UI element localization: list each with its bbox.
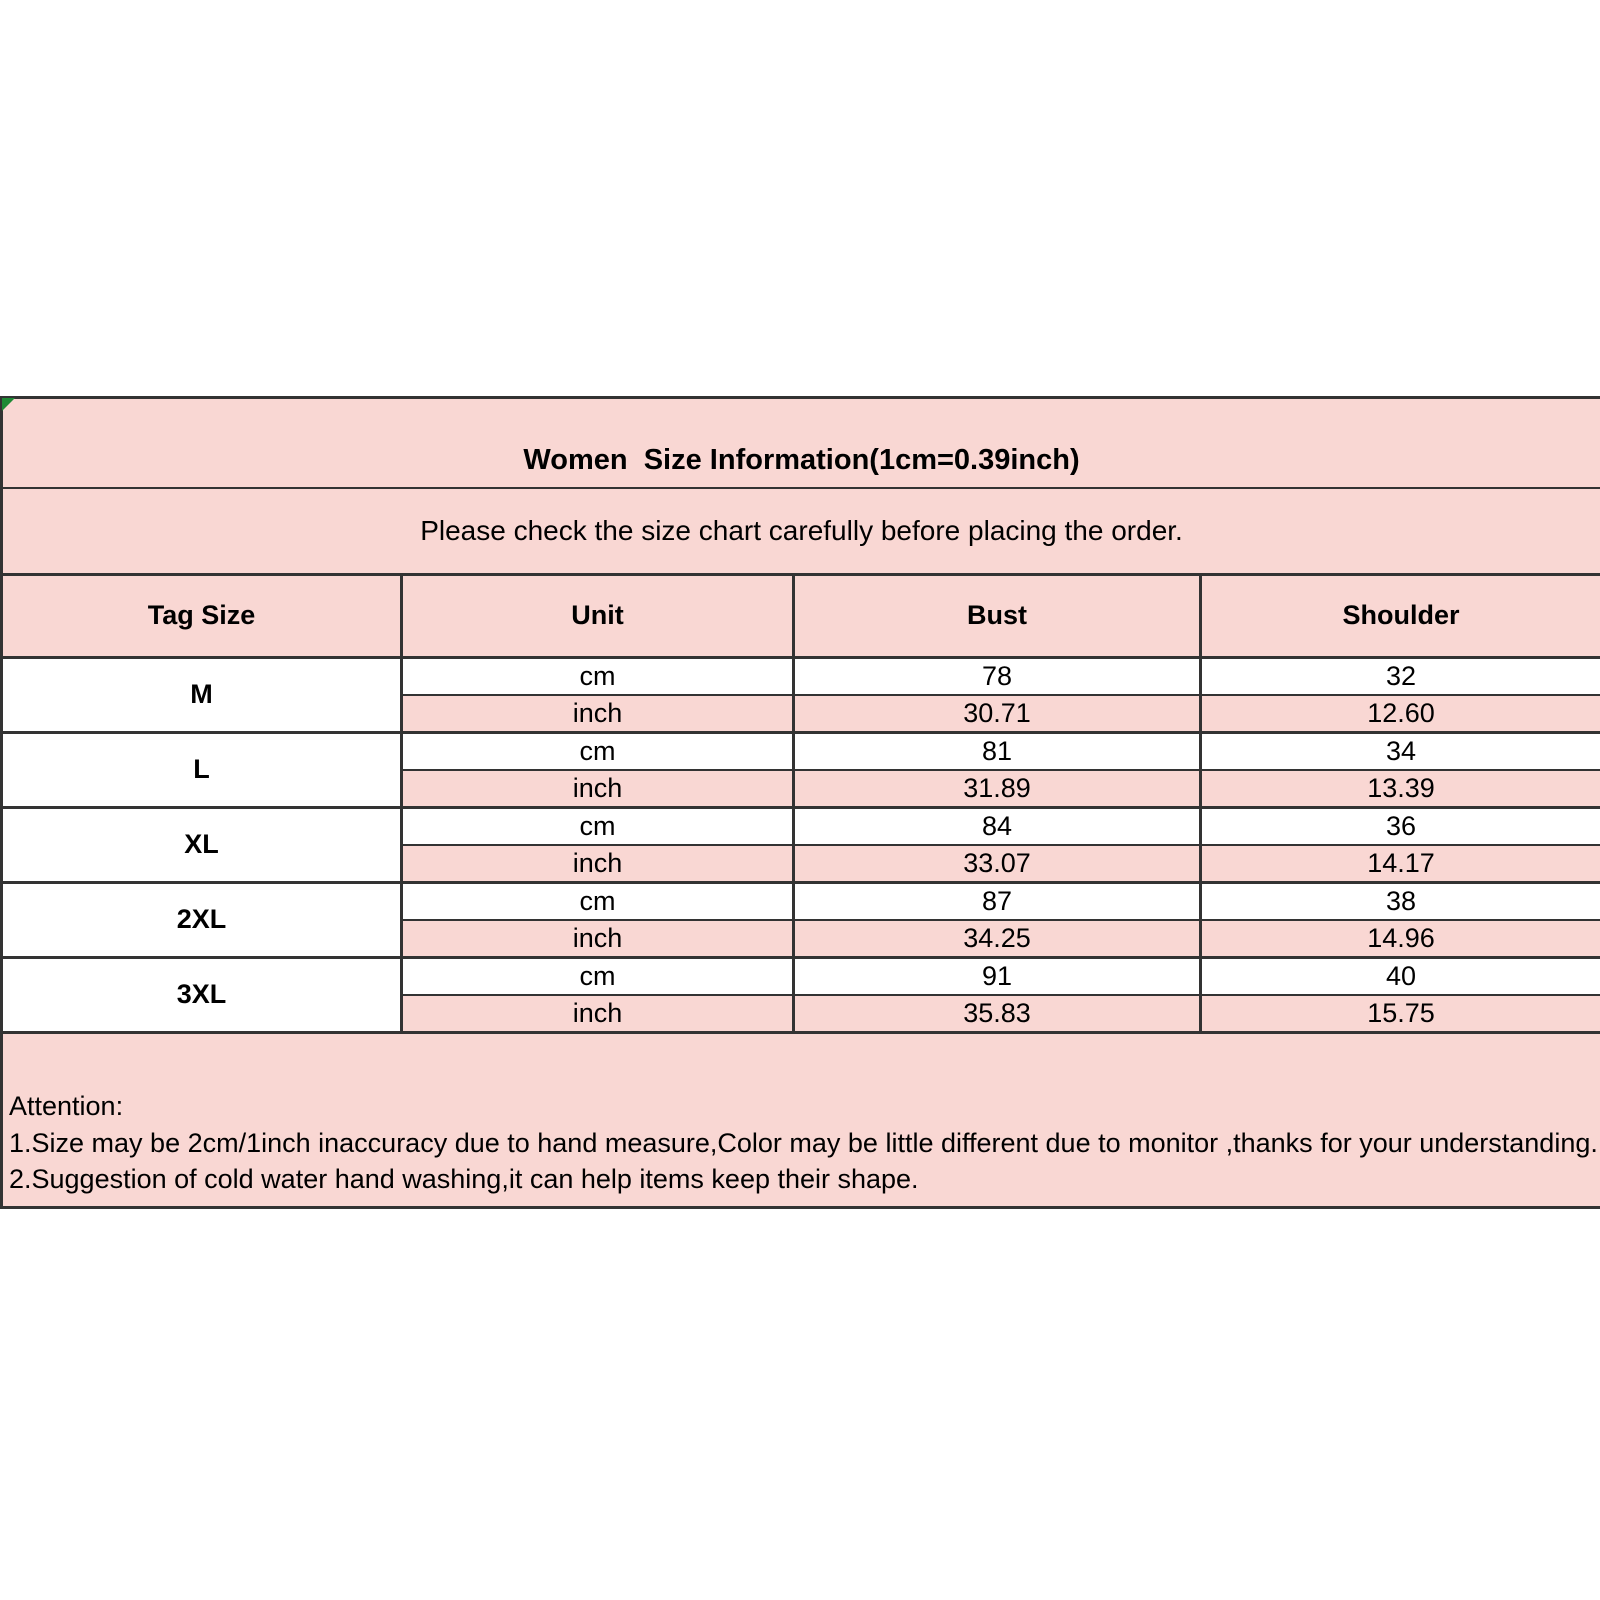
unit-label: cm [402, 808, 794, 846]
column-header-shoulder: Shoulder [1201, 575, 1600, 658]
tag-size-2xl: 2XL [2, 883, 402, 958]
table-row [2, 958, 1600, 996]
shoulder-value: 14.17 [1201, 845, 1600, 883]
table-row [2, 733, 1600, 771]
bust-value: 35.83 [794, 995, 1201, 1033]
unit-label: inch [402, 845, 794, 883]
excel-corner-marker-icon [2, 398, 15, 411]
chart-title: Women Size Information(1cm=0.39inch) [2, 398, 1600, 489]
shoulder-value: 12.60 [1201, 695, 1600, 733]
shoulder-value: 32 [1201, 658, 1600, 696]
shoulder-value: 36 [1201, 808, 1600, 846]
bust-value: 33.07 [794, 845, 1201, 883]
table-row [2, 658, 1600, 696]
unit-label: inch [402, 695, 794, 733]
unit-label: cm [402, 733, 794, 771]
bust-value: 30.71 [794, 695, 1201, 733]
shoulder-value: 13.39 [1201, 770, 1600, 808]
tag-size-3xl: 3XL [2, 958, 402, 1033]
attention-note-2: 2.Suggestion of cold water hand washing,it can help items keep their shape. [9, 1164, 919, 1195]
unit-label: inch [402, 770, 794, 808]
bust-value: 78 [794, 658, 1201, 696]
size-chart-table [0, 396, 1600, 1209]
attention-note-1: 1.Size may be 2cm/1inch inaccuracy due to hand measure,Color may be little different due to monitor ,thanks for your understanding. [9, 1127, 1598, 1158]
column-header-unit: Unit [402, 575, 794, 658]
column-header-tag-size: Tag Size [2, 575, 402, 658]
shoulder-value: 14.96 [1201, 920, 1600, 958]
table-row [2, 883, 1600, 921]
table-row [2, 808, 1600, 846]
unit-label: cm [402, 658, 794, 696]
bust-value: 81 [794, 733, 1201, 771]
bust-value: 31.89 [794, 770, 1201, 808]
tag-size-xl: XL [2, 808, 402, 883]
bust-value: 84 [794, 808, 1201, 846]
unit-label: inch [402, 920, 794, 958]
bust-value: 34.25 [794, 920, 1201, 958]
chart-subtitle: Please check the size chart carefully before placing the order. [2, 488, 1600, 575]
tag-size-l: L [2, 733, 402, 808]
shoulder-value: 38 [1201, 883, 1600, 921]
shoulder-value: 15.75 [1201, 995, 1600, 1033]
attention-note [2, 1033, 1600, 1208]
unit-label: cm [402, 883, 794, 921]
unit-label: cm [402, 958, 794, 996]
attention-heading: Attention: [9, 1090, 124, 1121]
shoulder-value: 34 [1201, 733, 1600, 771]
bust-value: 87 [794, 883, 1201, 921]
shoulder-value: 40 [1201, 958, 1600, 996]
unit-label: inch [402, 995, 794, 1033]
bust-value: 91 [794, 958, 1201, 996]
column-header-bust: Bust [794, 575, 1201, 658]
tag-size-m: M [2, 658, 402, 733]
